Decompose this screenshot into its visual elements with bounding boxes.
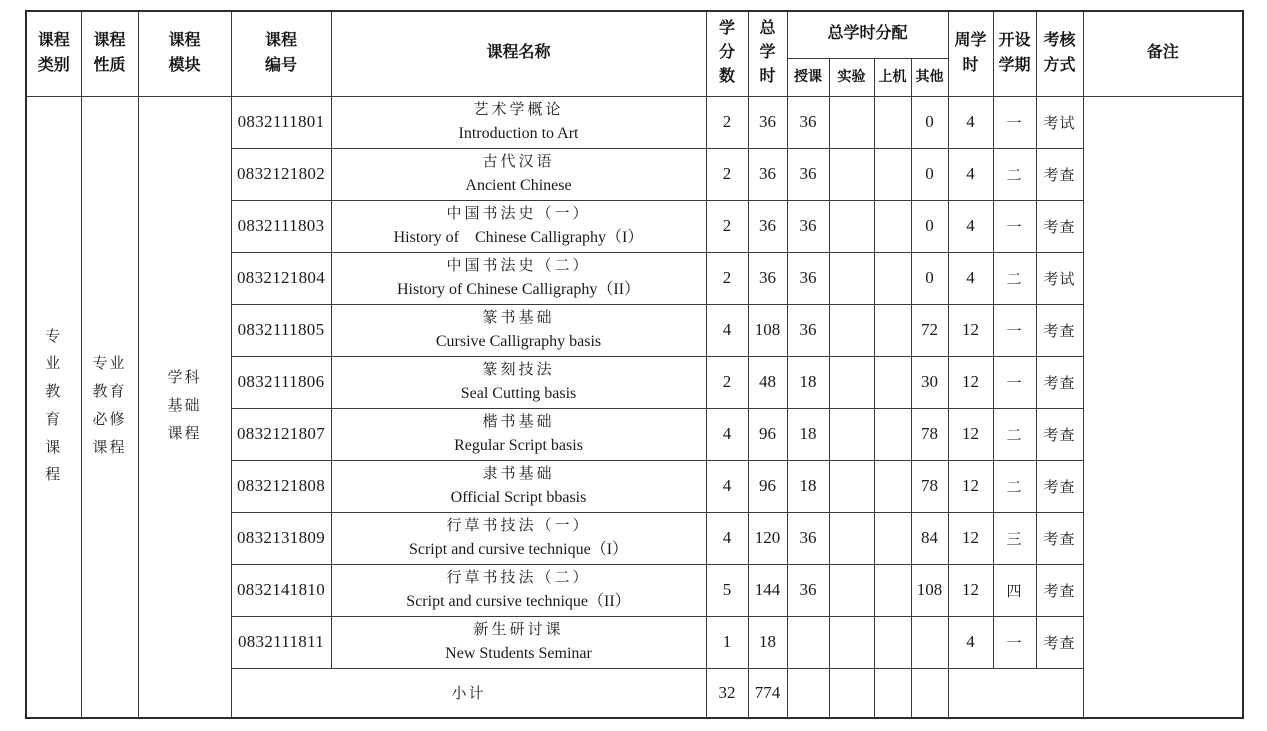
credits-cell: 2 (706, 252, 748, 304)
course-name-zh: 行草书技法（一） (446, 518, 591, 534)
experiment-hours-cell (829, 148, 874, 200)
course-code: 0832131809 (231, 512, 331, 564)
course-name-en: Seal Cutting basis (460, 385, 577, 402)
credits-cell: 4 (706, 460, 748, 512)
computer-hours-cell (874, 512, 911, 564)
semester-cell: 二 (993, 408, 1036, 460)
total-hours-cell: 96 (748, 460, 787, 512)
header-other: 其他 (911, 58, 948, 96)
header-computer: 上机 (874, 58, 911, 96)
course-name-zh: 隶书基础 (482, 466, 555, 482)
header-weekly-hours-label: 周学时 (954, 31, 987, 74)
header-hours-allocation: 总学时分配 (787, 11, 948, 58)
course-name-en: Cursive Calligraphy basis (435, 333, 602, 350)
header-semester-label: 开设学期 (998, 31, 1031, 74)
experiment-hours-cell (829, 304, 874, 356)
course-code: 0832121807 (231, 408, 331, 460)
header-experiment: 实验 (829, 58, 874, 96)
semester-cell: 一 (993, 356, 1036, 408)
experiment-hours-cell (829, 564, 874, 616)
header-total-hours-label: 总学时 (759, 20, 776, 86)
weekly-hours-cell: 12 (948, 512, 993, 564)
header-total-hours (748, 11, 787, 96)
semester-cell: 三 (993, 512, 1036, 564)
header-remarks: 备注 (1083, 11, 1243, 96)
course-name-zh: 古代汉语 (482, 154, 555, 170)
assessment-cell: 考试 (1036, 96, 1083, 148)
subtotal-credits: 32 (706, 668, 748, 718)
other-hours-cell: 72 (911, 304, 948, 356)
semester-cell: 二 (993, 460, 1036, 512)
remarks-cell (1083, 96, 1243, 718)
computer-hours-cell (874, 616, 911, 668)
total-hours-cell: 120 (748, 512, 787, 564)
header-course-nature-label: 课程性质 (93, 31, 126, 74)
header-credits-label: 学分数 (718, 20, 735, 86)
course-code: 0832121808 (231, 460, 331, 512)
course-name (331, 512, 706, 564)
total-hours-cell: 36 (748, 252, 787, 304)
assessment-cell: 考查 (1036, 460, 1083, 512)
experiment-hours-cell (829, 512, 874, 564)
semester-cell: 一 (993, 96, 1036, 148)
group-course-nature (81, 96, 138, 718)
course-name-en: New Students Seminar (445, 645, 592, 662)
weekly-hours-cell: 12 (948, 460, 993, 512)
header-course-code (231, 11, 331, 96)
experiment-hours-cell (829, 252, 874, 304)
group-course-module-label: 学科基础课程 (167, 370, 202, 442)
course-code: 0832111801 (231, 96, 331, 148)
course-code: 0832111806 (231, 356, 331, 408)
other-hours-cell: 84 (911, 512, 948, 564)
experiment-hours-cell (829, 460, 874, 512)
header-assessment-label: 考核方式 (1043, 31, 1076, 74)
credits-cell: 4 (706, 408, 748, 460)
weekly-hours-cell: 12 (948, 564, 993, 616)
header-lecture: 授课 (787, 58, 829, 96)
subtotal-merged-cell (948, 668, 1083, 718)
header-semester (993, 11, 1036, 96)
course-name-en: History of Chinese Calligraphy（II） (396, 281, 641, 298)
header-course-module (138, 11, 231, 96)
other-hours-cell: 78 (911, 408, 948, 460)
course-name-en: Ancient Chinese (465, 177, 572, 194)
experiment-hours-cell (829, 408, 874, 460)
computer-hours-cell (874, 200, 911, 252)
lecture-hours-cell: 36 (787, 512, 829, 564)
semester-cell: 一 (993, 200, 1036, 252)
computer-hours-cell (874, 148, 911, 200)
course-name-en: Official Script bbasis (450, 489, 587, 506)
header-course-name: 课程名称 (331, 11, 706, 96)
credits-cell: 2 (706, 96, 748, 148)
credits-cell: 5 (706, 564, 748, 616)
course-code: 0832121804 (231, 252, 331, 304)
group-course-category-label: 专业教育课程 (45, 328, 63, 484)
group-course-category (26, 96, 81, 718)
other-hours-cell: 108 (911, 564, 948, 616)
other-hours-cell (911, 616, 948, 668)
course-name-zh: 楷书基础 (482, 414, 555, 430)
lecture-hours-cell: 36 (787, 148, 829, 200)
total-hours-cell: 36 (748, 96, 787, 148)
course-name-zh: 新生研讨课 (473, 622, 564, 638)
total-hours-cell: 36 (748, 148, 787, 200)
total-hours-cell: 36 (748, 200, 787, 252)
group-course-nature-label: 专业教育必修课程 (92, 356, 127, 456)
course-name (331, 252, 706, 304)
course-name-en: Script and cursive technique（I） (408, 541, 629, 558)
course-code: 0832111811 (231, 616, 331, 668)
assessment-cell: 考查 (1036, 408, 1083, 460)
lecture-hours-cell: 36 (787, 96, 829, 148)
course-name-zh: 篆书基础 (482, 310, 555, 326)
course-code: 0832111805 (231, 304, 331, 356)
course-code: 0832121802 (231, 148, 331, 200)
assessment-cell: 考查 (1036, 512, 1083, 564)
assessment-cell: 考查 (1036, 200, 1083, 252)
lecture-hours-cell: 36 (787, 304, 829, 356)
course-code: 0832141810 (231, 564, 331, 616)
course-name (331, 564, 706, 616)
course-name-zh: 中国书法史（二） (446, 258, 591, 274)
course-name-zh: 篆刻技法 (482, 362, 555, 378)
header-course-code-label: 课程编号 (264, 31, 297, 74)
computer-hours-cell (874, 356, 911, 408)
total-hours-cell: 48 (748, 356, 787, 408)
course-name-en: History of Chinese Calligraphy（I） (393, 229, 644, 246)
computer-hours-cell (874, 96, 911, 148)
total-hours-cell: 144 (748, 564, 787, 616)
semester-cell: 一 (993, 616, 1036, 668)
header-course-category-label: 课程类别 (37, 31, 70, 74)
total-hours-cell: 108 (748, 304, 787, 356)
course-name-zh: 中国书法史（一） (446, 206, 591, 222)
credits-cell: 4 (706, 304, 748, 356)
subtotal-lecture (787, 668, 829, 718)
credits-cell: 4 (706, 512, 748, 564)
weekly-hours-cell: 12 (948, 304, 993, 356)
assessment-cell: 考查 (1036, 304, 1083, 356)
weekly-hours-cell: 12 (948, 356, 993, 408)
subtotal-computer (874, 668, 911, 718)
computer-hours-cell (874, 252, 911, 304)
experiment-hours-cell (829, 96, 874, 148)
assessment-cell: 考查 (1036, 356, 1083, 408)
credits-cell: 2 (706, 200, 748, 252)
credits-cell: 2 (706, 148, 748, 200)
subtotal-label: 小计 (231, 668, 706, 718)
course-name (331, 408, 706, 460)
other-hours-cell: 30 (911, 356, 948, 408)
course-name (331, 304, 706, 356)
curriculum-table (25, 10, 1244, 719)
course-name (331, 356, 706, 408)
subtotal-experiment (829, 668, 874, 718)
assessment-cell: 考查 (1036, 616, 1083, 668)
course-name-en: Regular Script basis (454, 437, 583, 454)
course-name (331, 96, 706, 148)
computer-hours-cell (874, 460, 911, 512)
other-hours-cell: 0 (911, 200, 948, 252)
experiment-hours-cell (829, 356, 874, 408)
lecture-hours-cell: 18 (787, 356, 829, 408)
semester-cell: 四 (993, 564, 1036, 616)
header-weekly-hours (948, 11, 993, 96)
semester-cell: 一 (993, 304, 1036, 356)
computer-hours-cell (874, 564, 911, 616)
course-name (331, 460, 706, 512)
weekly-hours-cell: 4 (948, 616, 993, 668)
course-name-en: Script and cursive technique（II） (406, 593, 631, 610)
experiment-hours-cell (829, 200, 874, 252)
assessment-cell: 考试 (1036, 252, 1083, 304)
lecture-hours-cell: 36 (787, 564, 829, 616)
semester-cell: 二 (993, 252, 1036, 304)
course-name-en: Introduction to Art (458, 125, 579, 142)
semester-cell: 二 (993, 148, 1036, 200)
weekly-hours-cell: 4 (948, 96, 993, 148)
computer-hours-cell (874, 304, 911, 356)
credits-cell: 2 (706, 356, 748, 408)
header-course-category (26, 11, 81, 96)
credits-cell: 1 (706, 616, 748, 668)
subtotal-other (911, 668, 948, 718)
assessment-cell: 考查 (1036, 564, 1083, 616)
weekly-hours-cell: 12 (948, 408, 993, 460)
header-course-nature (81, 11, 138, 96)
lecture-hours-cell: 36 (787, 252, 829, 304)
header-assessment (1036, 11, 1083, 96)
lecture-hours-cell: 18 (787, 408, 829, 460)
course-name-zh: 行草书技法（二） (446, 570, 591, 586)
weekly-hours-cell: 4 (948, 252, 993, 304)
other-hours-cell: 0 (911, 252, 948, 304)
lecture-hours-cell: 36 (787, 200, 829, 252)
group-course-module (138, 96, 231, 718)
course-name (331, 148, 706, 200)
computer-hours-cell (874, 408, 911, 460)
weekly-hours-cell: 4 (948, 148, 993, 200)
header-course-module-label: 课程模块 (168, 31, 201, 74)
total-hours-cell: 96 (748, 408, 787, 460)
course-name (331, 616, 706, 668)
lecture-hours-cell (787, 616, 829, 668)
total-hours-cell: 18 (748, 616, 787, 668)
other-hours-cell: 0 (911, 148, 948, 200)
other-hours-cell: 78 (911, 460, 948, 512)
assessment-cell: 考查 (1036, 148, 1083, 200)
table-row (26, 96, 1243, 148)
course-name (331, 200, 706, 252)
weekly-hours-cell: 4 (948, 200, 993, 252)
header-credits (706, 11, 748, 96)
course-code: 0832111803 (231, 200, 331, 252)
course-name-zh: 艺术学概论 (473, 102, 564, 118)
other-hours-cell: 0 (911, 96, 948, 148)
lecture-hours-cell: 18 (787, 460, 829, 512)
subtotal-total-hours: 774 (748, 668, 787, 718)
experiment-hours-cell (829, 616, 874, 668)
